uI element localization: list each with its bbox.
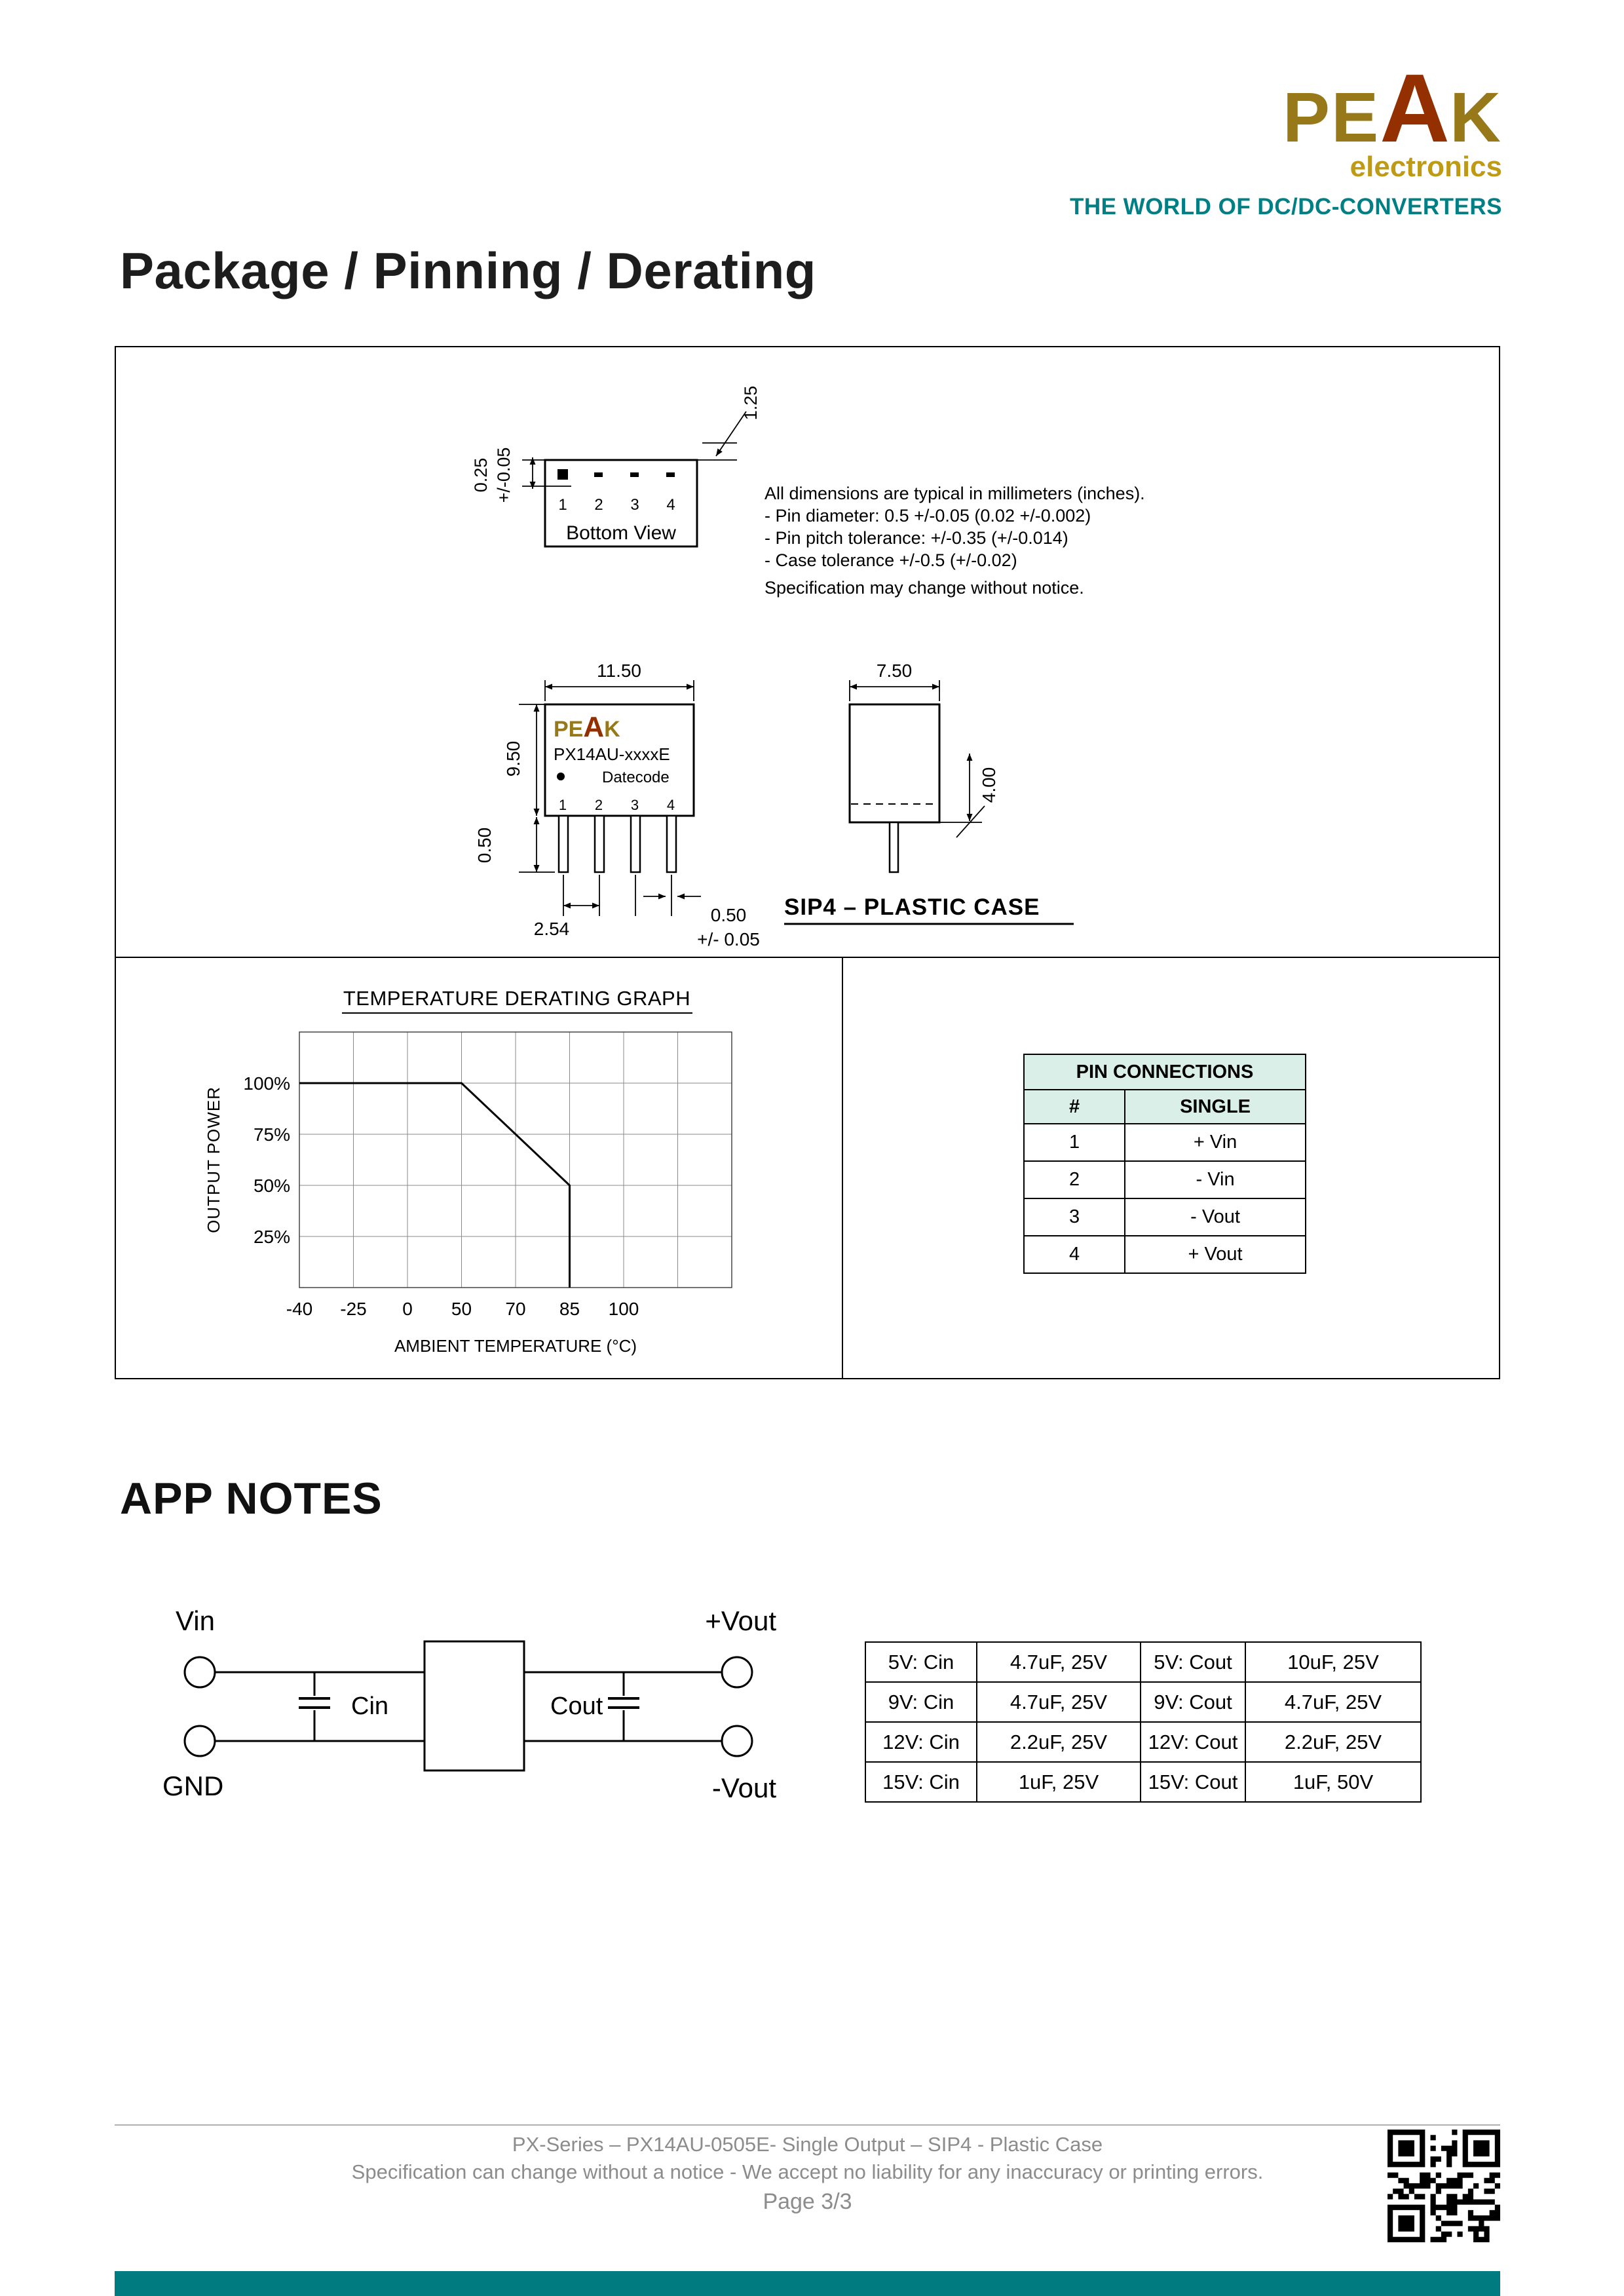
circuit-wires — [185, 1641, 752, 1770]
pin-row-2 — [1024, 1161, 1306, 1198]
note-line-1: All dimensions are typical in millimeters (inches). — [765, 484, 1145, 503]
pin-function: + Vout — [1125, 1236, 1306, 1273]
cap-row-5v — [865, 1642, 1421, 1682]
cap-cell: 5V: Cin — [865, 1642, 977, 1682]
cap-cell: 9V: Cin — [865, 1682, 977, 1722]
derating-graph — [116, 958, 842, 1377]
cap-row-12v — [865, 1722, 1421, 1762]
cap-cell: 4.7uF, 25V — [977, 1642, 1141, 1682]
cap-cell: 10uF, 25V — [1245, 1642, 1421, 1682]
dim-pin-0-50: 0.50 — [710, 905, 747, 925]
application-circuit — [157, 1586, 806, 1822]
dim-11-50: 11.50 — [597, 660, 641, 681]
dim-0-25: 0.25 — [471, 457, 491, 493]
cout-label: Cout — [550, 1693, 603, 1720]
pin1-dot — [557, 773, 565, 780]
xtick-m25: -25 — [340, 1299, 367, 1319]
x-axis-label: AMBIENT TEMPERATURE (°C) — [394, 1336, 637, 1356]
pin-function: + Vin — [1125, 1124, 1306, 1161]
footer-product-line: PX-Series – PX14AU-0505E- Single Output – SIP4 - Plastic Case — [512, 2133, 1103, 2156]
footer-page-number: Page 3/3 — [763, 2189, 852, 2214]
pin2-mark — [594, 472, 603, 477]
dim-9-50: 9.50 — [503, 740, 523, 777]
cap-cell: 9V: Cout — [1141, 1682, 1245, 1722]
dim-2-54: 2.54 — [533, 919, 570, 939]
qr-code — [1388, 2130, 1500, 2242]
vout-minus-terminal — [722, 1726, 752, 1756]
pin1-mark — [557, 469, 568, 480]
pin-row-4 — [1024, 1236, 1306, 1273]
logo-letter-a: A — [1380, 54, 1450, 163]
cap-cell: 2.2uF, 25V — [1245, 1722, 1421, 1762]
note-line-5: Specification may change without notice. — [765, 578, 1084, 598]
fv-pin-2: 2 — [594, 797, 603, 813]
dim-7-50: 7.50 — [876, 660, 913, 681]
datecode-label: Datecode — [602, 769, 670, 786]
pin-row-3 — [1024, 1198, 1306, 1236]
xtick-m40: -40 — [286, 1299, 313, 1319]
vin-terminal — [185, 1657, 215, 1687]
logo-letter-pe: PE — [1283, 77, 1380, 157]
bv-pin-3: 3 — [630, 496, 639, 514]
plot-area — [204, 1032, 732, 1356]
cap-row-9v — [865, 1682, 1421, 1722]
front-view-logo: PEAK — [554, 711, 620, 743]
xtick-0: 0 — [402, 1299, 413, 1319]
bv-pin-2: 2 — [594, 496, 603, 514]
cap-cell: 1uF, 25V — [977, 1762, 1141, 1802]
brand-subtitle: electronics — [1350, 151, 1502, 183]
vin-label: Vin — [176, 1605, 215, 1636]
app-notes-title: APP NOTES — [120, 1474, 383, 1523]
graph-title: TEMPERATURE DERATING GRAPH — [343, 987, 691, 1010]
ytick-100: 100% — [243, 1073, 290, 1094]
fv-pin-3: 3 — [630, 797, 639, 813]
pin-function: - Vout — [1125, 1198, 1306, 1236]
pin-number: 1 — [1024, 1124, 1125, 1161]
vout-minus-label: -Vout — [711, 1772, 776, 1803]
dim-0-25-tol: +/-0.05 — [494, 447, 514, 503]
panel-divider — [842, 958, 843, 1378]
bottom-view-label: Bottom View — [566, 522, 676, 544]
pin-connections-title: PIN CONNECTIONS — [1024, 1054, 1306, 1090]
logo-letter-k: K — [1450, 77, 1502, 157]
part-number: PX14AU-xxxxE — [554, 744, 670, 764]
bv-pin-4: 4 — [666, 496, 675, 514]
dim-4-00: 4.00 — [979, 767, 999, 803]
cin-label: Cin — [351, 1693, 389, 1720]
peak-logo — [1070, 54, 1502, 163]
y-axis-label: OUTPUT POWER — [204, 1086, 223, 1233]
fv-pin-1: 1 — [558, 797, 567, 813]
pin4-mark — [666, 472, 675, 477]
note-line-4: - Case tolerance +/-0.5 (+/-0.02) — [765, 550, 1017, 570]
pin-number: 4 — [1024, 1236, 1125, 1273]
brand-tagline: THE WORLD OF DC/DC-CONVERTERS — [1069, 194, 1502, 220]
xtick-70: 70 — [505, 1299, 526, 1319]
cap-cell: 12V: Cout — [1141, 1722, 1245, 1762]
dim-0-50-left: 0.50 — [474, 827, 495, 864]
cap-cell: 12V: Cin — [865, 1722, 977, 1762]
pin-number: 2 — [1024, 1161, 1125, 1198]
pin-row-1 — [1024, 1124, 1306, 1161]
gnd-label: GND — [162, 1770, 224, 1801]
cap-cell: 1uF, 50V — [1245, 1762, 1421, 1802]
pin-function: - Vin — [1125, 1161, 1306, 1198]
pin-col-header: # — [1024, 1090, 1125, 1124]
dimension-notes — [765, 484, 1145, 598]
dim-1-25: 1.25 — [741, 385, 761, 421]
pin-connections-table — [1023, 1054, 1306, 1274]
pin3-mark — [630, 472, 639, 477]
derating-pinning-panel — [115, 958, 1500, 1379]
bottom-view-drawing — [471, 386, 761, 546]
gnd-terminal — [185, 1726, 215, 1756]
converter-box — [425, 1641, 524, 1770]
dim-pin-tol: +/- 0.05 — [697, 929, 760, 949]
xtick-85: 85 — [559, 1299, 580, 1319]
xtick-50: 50 — [451, 1299, 472, 1319]
cap-cell: 15V: Cout — [1141, 1762, 1245, 1802]
bv-pin-1: 1 — [558, 496, 567, 514]
grid-lines — [299, 1032, 732, 1288]
package-drawing — [116, 347, 1499, 957]
cap-cell: 4.7uF, 25V — [1245, 1682, 1421, 1722]
cap-cell: 2.2uF, 25V — [977, 1722, 1141, 1762]
page-title: Package / Pinning / Derating — [120, 242, 816, 299]
capacitor-table — [865, 1641, 1422, 1803]
footer-disclaimer: Specification can change without a notice - We accept no liability for any inaccuracy or printing errors. — [351, 2160, 1264, 2183]
footer-divider — [115, 2124, 1500, 2126]
fv-pin-4: 4 — [666, 797, 675, 813]
package-drawing-panel — [115, 346, 1500, 958]
side-view-drawing — [850, 660, 999, 872]
front-view-drawing — [474, 660, 760, 949]
brand-block — [1069, 54, 1502, 220]
xtick-100: 100 — [608, 1299, 639, 1319]
single-col-header: SINGLE — [1125, 1090, 1306, 1124]
ytick-50: 50% — [253, 1176, 290, 1196]
cap-cell: 5V: Cout — [1141, 1642, 1245, 1682]
pin-number: 3 — [1024, 1198, 1125, 1236]
footer-bar — [115, 2271, 1500, 2296]
vout-plus-label: +Vout — [705, 1605, 776, 1636]
cap-cell: 15V: Cin — [865, 1762, 977, 1802]
note-line-3: - Pin pitch tolerance: +/-0.35 (+/-0.014) — [765, 528, 1068, 548]
cap-cell: 4.7uF, 25V — [977, 1682, 1141, 1722]
cap-row-15v — [865, 1762, 1421, 1802]
note-line-2: - Pin diameter: 0.5 +/-0.05 (0.02 +/-0.002) — [765, 506, 1091, 526]
footer-block — [115, 2131, 1500, 2216]
case-type-label: SIP4 – PLASTIC CASE — [784, 894, 1040, 920]
ytick-25: 25% — [253, 1227, 290, 1247]
ytick-75: 75% — [253, 1124, 290, 1145]
vout-plus-terminal — [722, 1657, 752, 1687]
